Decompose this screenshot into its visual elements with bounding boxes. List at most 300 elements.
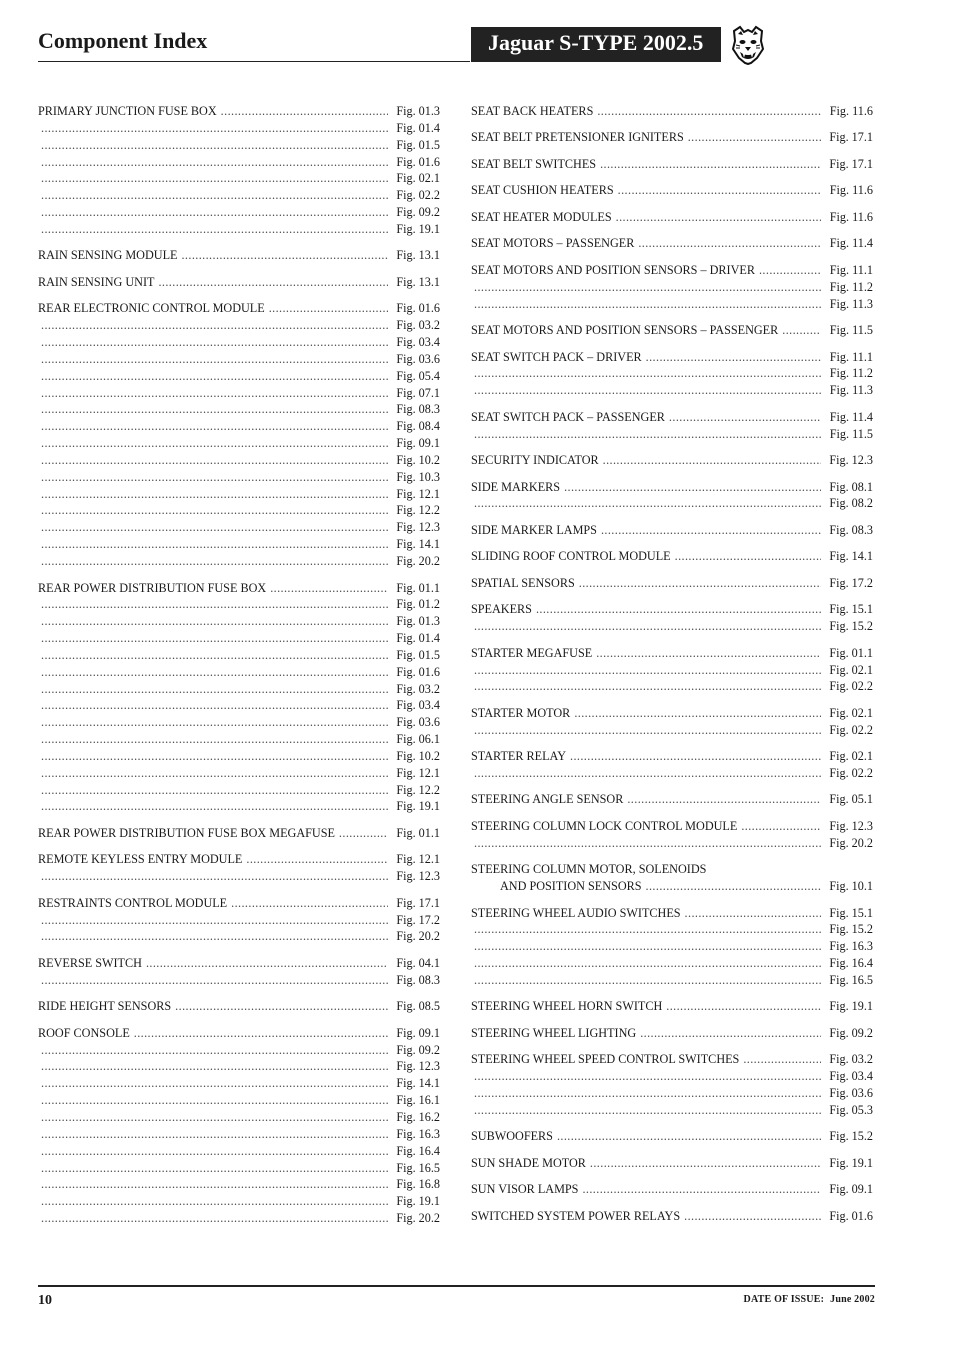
leader-dots: [270, 580, 388, 597]
leader-dots: [564, 479, 821, 496]
leader-dots: [474, 678, 821, 695]
index-entry: [38, 103, 440, 238]
figure-reference: Fig. 19.1: [396, 799, 440, 814]
index-entry: [471, 452, 873, 469]
figure-reference: Fig. 11.4: [829, 409, 873, 424]
component-name: STARTER RELAY: [471, 749, 567, 764]
index-entry-continuation: [471, 296, 873, 313]
figure-reference: Fig. 01.1: [396, 825, 440, 840]
figure-reference: Fig. 02.2: [829, 722, 873, 737]
component-name: STEERING WHEEL AUDIO SWITCHES: [471, 905, 681, 920]
figure-reference: Fig. 16.3: [396, 1126, 440, 1141]
index-entry-continuation: [38, 1092, 440, 1109]
index-entry: [38, 851, 440, 885]
index-entry: [471, 575, 873, 592]
index-entry-line: [38, 825, 440, 842]
index-entry-line: [471, 409, 873, 426]
index-entry: [38, 955, 440, 989]
index-entry-line: [471, 182, 873, 199]
figure-reference: Fig. 10.2: [396, 452, 440, 467]
figure-reference: Fig. 19.1: [829, 999, 873, 1014]
figure-reference: Fig. 12.2: [396, 782, 440, 797]
leader-dots: [627, 791, 821, 808]
component-name: SIDE MARKER LAMPS: [471, 522, 597, 537]
component-name: SEAT HEATER MODULES: [471, 209, 612, 224]
index-entry-continuation: [38, 137, 440, 154]
index-entry-continuation: [38, 368, 440, 385]
leader-dots: [41, 154, 388, 171]
leader-dots: [684, 1208, 821, 1225]
component-name: SPEAKERS: [471, 602, 532, 617]
leader-dots: [41, 1092, 388, 1109]
index-entry-line: [471, 156, 873, 173]
figure-reference: Fig. 09.1: [396, 1025, 440, 1040]
index-entry-line: [471, 235, 873, 252]
leader-dots: [474, 1102, 821, 1119]
figure-reference: Fig. 11.3: [829, 383, 873, 398]
leader-dots: [536, 601, 821, 618]
leader-dots: [666, 998, 821, 1015]
index-entry-continuation: [38, 204, 440, 221]
figure-reference: Fig. 09.1: [829, 1182, 873, 1197]
index-entry: [471, 548, 873, 565]
index-entry: [471, 601, 873, 635]
component-name: SEAT BACK HEATERS: [471, 104, 594, 118]
figure-reference: Fig. 02.2: [829, 766, 873, 780]
figure-reference: Fig. 17.1: [396, 895, 440, 910]
leader-dots: [41, 317, 388, 334]
index-column-left: [38, 103, 440, 1227]
figure-reference: Fig. 01.4: [396, 631, 440, 646]
index-entry: [471, 1025, 873, 1042]
figure-reference: Fig. 08.3: [829, 522, 873, 537]
leader-dots: [474, 365, 821, 382]
component-name: REMOTE KEYLESS ENTRY MODULE: [38, 852, 243, 867]
component-name: STARTER MEGAFUSE: [471, 645, 593, 660]
leader-dots: [158, 274, 388, 291]
figure-reference: Fig. 11.1: [829, 262, 873, 277]
leader-dots: [474, 279, 821, 296]
leader-dots: [41, 613, 388, 630]
leader-dots: [574, 705, 821, 722]
index-entry-continuation: [38, 351, 440, 368]
index-entry-line: [471, 601, 873, 618]
leader-dots: [41, 502, 388, 519]
leader-dots: [231, 895, 388, 912]
leader-dots: [688, 129, 821, 146]
figure-reference: Fig. 08.4: [396, 419, 440, 434]
leader-dots: [41, 782, 388, 799]
index-entry-continuation: [38, 664, 440, 681]
figure-reference: Fig. 12.3: [396, 1059, 440, 1074]
index-entry-line: [38, 274, 440, 291]
figure-reference: Fig. 16.4: [829, 956, 873, 971]
index-entry: [471, 705, 873, 739]
leader-dots: [596, 645, 821, 662]
index-entry-continuation: [38, 1109, 440, 1126]
index-entry-continuation: [38, 120, 440, 137]
figure-reference: Fig. 12.1: [396, 486, 440, 501]
index-entry-continuation: [38, 681, 440, 698]
leader-dots: [41, 765, 388, 782]
index-entry-line: [471, 479, 873, 496]
figure-reference: Fig. 16.5: [396, 1160, 440, 1175]
leader-dots: [41, 170, 388, 187]
leader-dots: [181, 247, 388, 264]
index-entry-continuation: [471, 279, 873, 296]
index-entry-continuation: [38, 154, 440, 171]
figure-reference: Fig. 03.6: [396, 351, 440, 366]
index-entry-continuation: [471, 426, 873, 443]
leader-dots: [474, 938, 821, 955]
index-entry: [471, 861, 873, 895]
index-entry-continuation: [38, 1210, 440, 1227]
component-name: STEERING WHEEL SPEED CONTROL SWITCHES: [471, 1052, 740, 1067]
component-name: RIDE HEIGHT SENSORS: [38, 999, 172, 1014]
index-entry-line: [38, 580, 440, 597]
leader-dots: [474, 972, 821, 989]
index-entry: [471, 645, 873, 696]
component-name: PRIMARY JUNCTION FUSE BOX: [38, 104, 217, 118]
leader-dots: [601, 522, 821, 539]
index-entry-continuation: [471, 618, 873, 635]
index-entry-continuation: [38, 1042, 440, 1059]
figure-reference: Fig. 01.6: [396, 664, 440, 679]
figure-reference: Fig. 10.2: [396, 748, 440, 763]
figure-reference: Fig. 09.2: [396, 1042, 440, 1057]
figure-reference: Fig. 01.3: [396, 614, 440, 629]
figure-reference: Fig. 02.2: [396, 188, 440, 203]
index-entry-continuation: [38, 502, 440, 519]
leader-dots: [41, 204, 388, 221]
index-entry-line: [471, 1025, 873, 1042]
figure-reference: Fig. 05.1: [829, 792, 873, 807]
figure-reference: Fig. 02.2: [829, 679, 873, 694]
figure-reference: Fig. 08.3: [396, 402, 440, 417]
leader-dots: [570, 748, 821, 765]
leader-dots: [41, 1176, 388, 1193]
figure-reference: Fig. 06.1: [396, 732, 440, 747]
component-name: SEAT SWITCH PACK – PASSENGER: [471, 409, 665, 424]
leader-dots: [41, 647, 388, 664]
figure-reference: Fig. 14.1: [396, 537, 440, 552]
figure-reference: Fig. 17.1: [829, 156, 873, 171]
leader-dots: [41, 221, 388, 238]
index-entry-line: [471, 878, 873, 895]
figure-reference: Fig. 11.4: [829, 236, 873, 251]
component-name: REAR ELECTRONIC CONTROL MODULE: [38, 301, 265, 316]
leader-dots: [41, 1193, 388, 1210]
figure-reference: Fig. 11.5: [829, 323, 873, 338]
index-entry-line: [471, 349, 873, 366]
index-entry-line: [471, 1208, 873, 1225]
leader-dots: [597, 103, 821, 120]
figure-reference: Fig. 11.2: [829, 279, 873, 294]
leader-dots: [41, 681, 388, 698]
leader-dots: [638, 235, 821, 252]
leader-dots: [685, 905, 821, 922]
leader-dots: [474, 618, 821, 635]
index-entry-continuation: [38, 469, 440, 486]
leader-dots: [41, 1126, 388, 1143]
figure-reference: Fig. 01.5: [396, 137, 440, 152]
leader-dots: [675, 548, 821, 565]
index-entry-continuation: [38, 401, 440, 418]
index-entry-continuation: [471, 765, 873, 782]
component-name: RAIN SENSING MODULE: [38, 248, 178, 263]
index-entry-continuation: [38, 553, 440, 570]
index-entry: [471, 349, 873, 400]
figure-reference: Fig. 11.6: [829, 183, 873, 198]
figure-reference: Fig. 01.6: [829, 1208, 873, 1223]
leader-dots: [41, 452, 388, 469]
figure-reference: Fig. 10.3: [396, 469, 440, 484]
component-name: SEAT MOTORS AND POSITION SENSORS – PASSENGER: [471, 323, 779, 338]
index-entry-continuation: [38, 1058, 440, 1075]
component-name: REAR POWER DISTRIBUTION FUSE BOX MEGAFUSE: [38, 825, 335, 840]
leader-dots: [41, 401, 388, 418]
leader-dots: [41, 1160, 388, 1177]
leader-dots: [41, 553, 388, 570]
index-entry-continuation: [38, 170, 440, 187]
index-entry: [471, 322, 873, 339]
leader-dots: [557, 1128, 821, 1145]
figure-reference: Fig. 02.1: [829, 662, 873, 677]
component-name: SEAT MOTORS – PASSENGER: [471, 236, 635, 251]
figure-reference: Fig. 01.3: [396, 104, 440, 118]
leader-dots: [41, 435, 388, 452]
component-name: SWITCHED SYSTEM POWER RELAYS: [471, 1208, 681, 1223]
index-entry-line: [471, 1155, 873, 1172]
leader-dots: [474, 835, 821, 852]
figure-reference: Fig. 16.5: [829, 973, 873, 987]
leader-dots: [669, 409, 821, 426]
index-entry-continuation: [38, 1160, 440, 1177]
leader-dots: [474, 1068, 821, 1085]
leader-dots: [339, 825, 388, 842]
index-entry: [471, 1128, 873, 1145]
leader-dots: [616, 209, 821, 226]
figure-reference: Fig. 03.2: [829, 1052, 873, 1067]
figure-reference: Fig. 16.1: [396, 1093, 440, 1108]
component-name: SPATIAL SENSORS: [471, 575, 575, 590]
index-entry-continuation: [38, 647, 440, 664]
figure-reference: Fig. 13.1: [396, 274, 440, 289]
index-entry-continuation: [38, 972, 440, 989]
index-entry: [38, 274, 440, 291]
index-entry-continuation: [38, 1193, 440, 1210]
figure-reference: Fig. 14.1: [396, 1076, 440, 1091]
figure-reference: Fig. 02.1: [829, 705, 873, 720]
leader-dots: [41, 1143, 388, 1160]
leader-dots: [41, 912, 388, 929]
index-entry-line: [38, 955, 440, 972]
figure-reference: Fig. 01.1: [396, 580, 440, 595]
figure-reference: Fig. 16.3: [829, 939, 873, 954]
figure-reference: Fig. 19.1: [396, 221, 440, 236]
index-entry-continuation: [38, 765, 440, 782]
index-entry-continuation: [38, 1143, 440, 1160]
index-entry-continuation: [38, 798, 440, 815]
figure-reference: Fig. 15.1: [829, 905, 873, 920]
component-name: RESTRAINTS CONTROL MODULE: [38, 895, 228, 910]
component-name: SEAT BELT PRETENSIONER IGNITERS: [471, 130, 684, 145]
index-entry-continuation: [38, 868, 440, 885]
index-entry-continuation: [38, 613, 440, 630]
figure-reference: Fig. 01.5: [396, 647, 440, 662]
leader-dots: [646, 878, 821, 895]
component-name: ROOF CONSOLE: [38, 1025, 130, 1040]
index-entry-line: [471, 322, 873, 339]
figure-reference: Fig. 01.6: [396, 301, 440, 316]
leader-dots: [41, 596, 388, 613]
leader-dots: [41, 748, 388, 765]
index-entry-line: [471, 522, 873, 539]
index-entry: [471, 103, 873, 120]
leader-dots: [41, 1109, 388, 1126]
index-entry-continuation: [471, 722, 873, 739]
index-entry-line: [38, 998, 440, 1015]
leader-dots: [41, 187, 388, 204]
figure-reference: Fig. 16.2: [396, 1109, 440, 1124]
index-column-right: [471, 103, 873, 1225]
index-entry-continuation: [38, 714, 440, 731]
index-entry-continuation: [38, 697, 440, 714]
leader-dots: [41, 418, 388, 435]
leader-dots: [41, 519, 388, 536]
leader-dots: [582, 1181, 821, 1198]
leader-dots: [474, 921, 821, 938]
figure-reference: Fig. 17.2: [396, 912, 440, 927]
leader-dots: [41, 1210, 388, 1227]
index-entry: [471, 1181, 873, 1198]
figure-reference: Fig. 03.6: [396, 715, 440, 730]
component-name: SEAT CUSHION HEATERS: [471, 183, 614, 198]
index-entry-line: [38, 895, 440, 912]
component-name: REVERSE SWITCH: [38, 955, 142, 970]
index-entry: [471, 1208, 873, 1225]
figure-reference: Fig. 16.4: [396, 1143, 440, 1158]
index-entry: [38, 1025, 440, 1227]
index-entry-line: [471, 791, 873, 808]
leader-dots: [41, 368, 388, 385]
index-entry: [38, 580, 440, 816]
figure-reference: Fig. 12.3: [396, 520, 440, 535]
figure-reference: Fig. 03.6: [829, 1086, 873, 1101]
model-banner: Jaguar S-TYPE 2002.5: [471, 27, 721, 62]
figure-reference: Fig. 08.5: [396, 999, 440, 1014]
component-name: STARTER MOTOR: [471, 705, 571, 720]
index-entry-continuation: [471, 1085, 873, 1102]
index-entry: [471, 182, 873, 199]
figure-reference: Fig. 04.1: [396, 955, 440, 970]
figure-reference: Fig. 16.8: [396, 1177, 440, 1192]
leader-dots: [618, 182, 821, 199]
index-entry-continuation: [38, 418, 440, 435]
index-entry: [471, 818, 873, 852]
index-entry-continuation: [38, 1126, 440, 1143]
figure-reference: Fig. 12.2: [396, 503, 440, 518]
jaguar-growler-logo-icon: [731, 25, 765, 65]
index-entry-line: [471, 818, 873, 835]
component-name: SEAT BELT SWITCHES: [471, 156, 597, 171]
index-entry-line: [471, 861, 873, 878]
index-entry-line: [471, 575, 873, 592]
leader-dots: [474, 722, 821, 739]
figure-reference: Fig. 01.2: [396, 597, 440, 612]
component-name: REAR POWER DISTRIBUTION FUSE BOX: [38, 580, 267, 595]
leader-dots: [474, 1085, 821, 1102]
leader-dots: [41, 714, 388, 731]
index-entry-line: [38, 300, 440, 317]
index-entry: [471, 156, 873, 173]
leader-dots: [474, 426, 821, 443]
figure-reference: Fig. 12.3: [396, 869, 440, 884]
figure-reference: Fig. 11.2: [829, 366, 873, 381]
index-entry-continuation: [38, 1075, 440, 1092]
leader-dots: [41, 334, 388, 351]
leader-dots: [41, 536, 388, 553]
figure-reference: Fig. 03.4: [829, 1069, 873, 1084]
leader-dots: [603, 452, 821, 469]
figure-reference: Fig. 01.6: [396, 154, 440, 169]
figure-reference: Fig. 09.2: [829, 1025, 873, 1040]
index-entry-line: [471, 905, 873, 922]
figure-reference: Fig. 02.1: [829, 749, 873, 764]
index-entry-continuation: [471, 678, 873, 695]
figure-reference: Fig. 15.2: [829, 1129, 873, 1144]
component-name: SUN VISOR LAMPS: [471, 1182, 579, 1197]
index-entry-line: [471, 645, 873, 662]
leader-dots: [41, 697, 388, 714]
index-entry-line: [471, 1181, 873, 1198]
figure-reference: Fig. 10.1: [829, 879, 873, 894]
leader-dots: [41, 630, 388, 647]
leader-dots: [579, 575, 821, 592]
index-entry-line: [471, 103, 873, 120]
figure-reference: Fig. 14.1: [829, 549, 873, 564]
leader-dots: [134, 1025, 388, 1042]
leader-dots: [474, 296, 821, 313]
index-entry: [471, 235, 873, 252]
component-name: SEAT SWITCH PACK – DRIVER: [471, 349, 642, 364]
leader-dots: [246, 851, 388, 868]
figure-reference: Fig. 07.1: [396, 385, 440, 400]
leader-dots: [41, 868, 388, 885]
leader-dots: [474, 662, 821, 679]
component-name: STEERING COLUMN MOTOR, SOLENOIDS: [471, 862, 707, 877]
figure-reference: Fig. 13.1: [396, 248, 440, 263]
component-name: SIDE MARKERS: [471, 479, 561, 494]
component-name: AND POSITION SENSORS: [500, 879, 642, 894]
index-entry: [471, 1051, 873, 1118]
figure-reference: Fig. 02.1: [396, 171, 440, 186]
index-entry-continuation: [38, 385, 440, 402]
component-name: SEAT MOTORS AND POSITION SENSORS – DRIVER: [471, 262, 755, 277]
leader-dots: [221, 103, 388, 120]
leader-dots: [600, 156, 821, 173]
index-entry: [38, 300, 440, 570]
figure-reference: Fig. 01.1: [829, 645, 873, 660]
index-entry-line: [471, 209, 873, 226]
figure-reference: Fig. 11.5: [829, 426, 873, 441]
component-name: STEERING WHEEL HORN SWITCH: [471, 999, 663, 1014]
page-title: Component Index: [38, 28, 208, 53]
issue-date-value: June 2002: [830, 1294, 875, 1305]
figure-reference: Fig. 12.1: [396, 765, 440, 780]
index-entry-continuation: [38, 187, 440, 204]
index-entry: [38, 895, 440, 946]
